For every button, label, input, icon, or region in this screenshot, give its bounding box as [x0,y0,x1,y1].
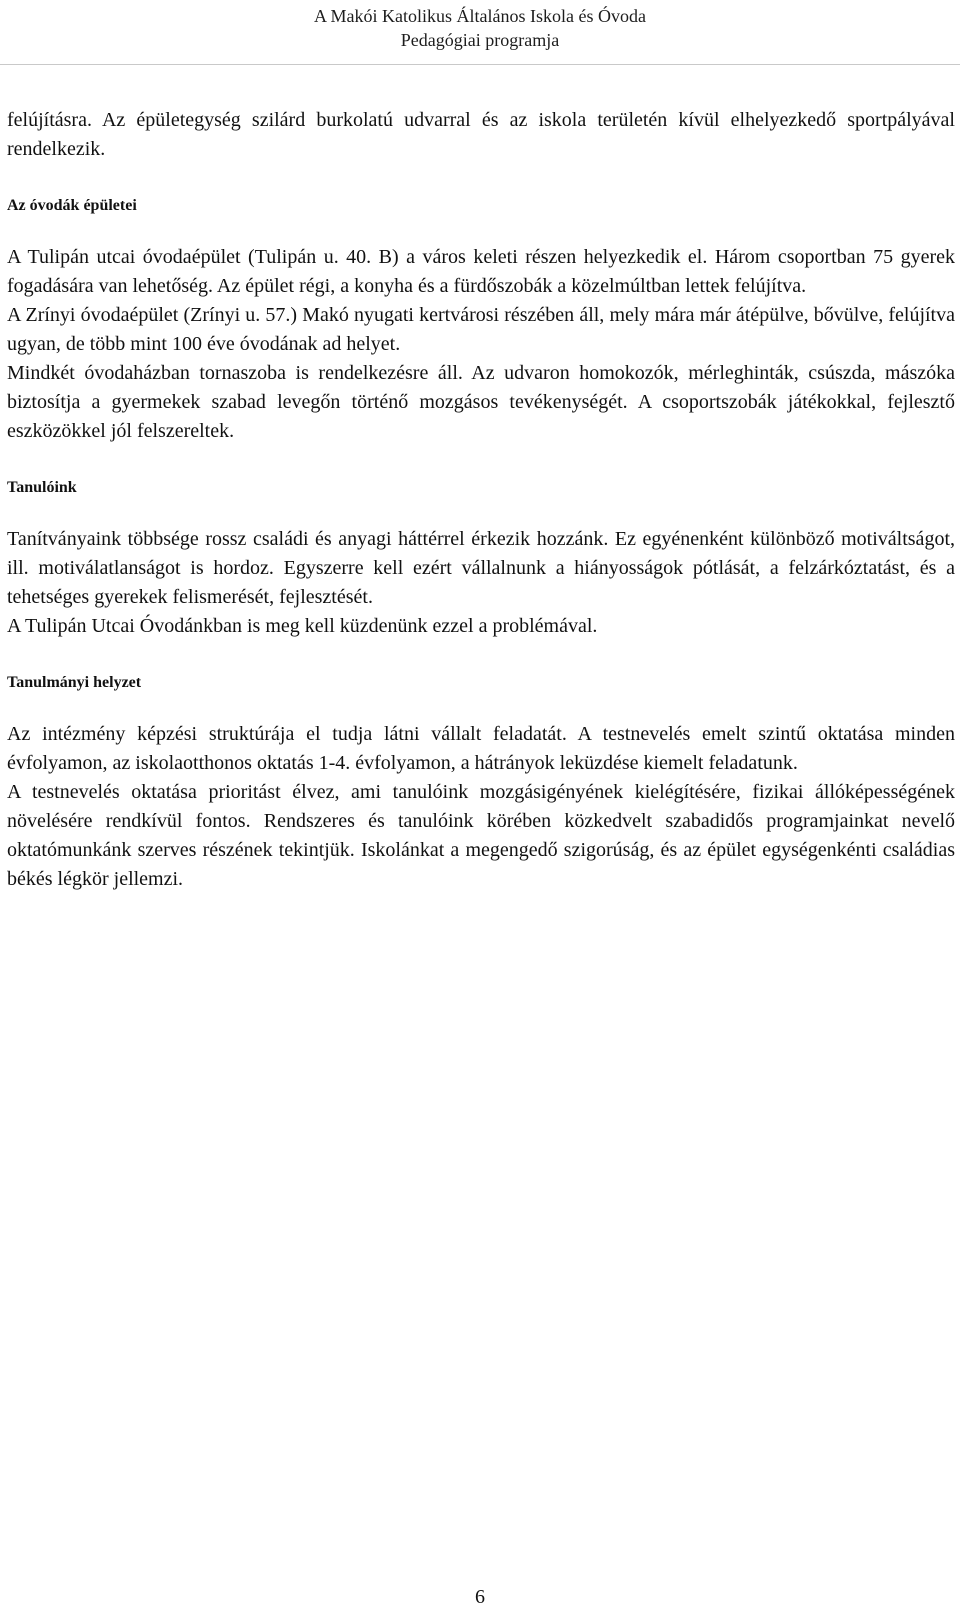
header-document-title: Pedagógiai programja [400,30,560,50]
header-school-name: A Makói Katolikus Általános Iskola és Óvoda [314,6,646,26]
header-divider [0,64,960,65]
paragraph-intezmeny: Az intézmény képzési struktúrája el tudja látni vállalt feladatát. A testnevelés emelt szintű oktatása minden évfolyamon, az iskolaotthonos oktatás 1-4. évfolyamon, a hátrányok leküzdése kiemelt feladatunk. [7,723,955,774]
page-header [0,4,960,52]
paragraph-zrinyi: A Zrínyi óvodaépület (Zrínyi u. 57.) Makó nyugati kertvárosi részében áll, mely mára már átépülve, bővülve, felújítva ugyan, de több mint 100 éve óvodának ad helyet. [7,304,955,355]
paragraph-testneveles: A testnevelés oktatása prioritást élvez, ami tanulóink mozgásigényének kielégítésére, fizikai állóképességének növelésére rendkívül fontos. Rendszeres és tanulóink körében közkedvelt szabadidős programjainkat nevelő oktatómunkánk szerves részének tekintjük. Iskolánkat a megengedő szigorúság, és az épület egységenkénti családias békés légkör jellemzi. [7,781,955,890]
paragraph-tornaszoba: Mindkét óvodaházban tornaszoba is rendelkezésre áll. Az udvaron homokozók, mérleghinták, csúszda, mászóka biztosítja a gyermekek szabad levegőn történő mozgásos tevékenységét. A csoportszobák játékokkal, fejlesztő eszközökkel jól felszereltek. [7,362,955,442]
paragraph-tulipan-ovoda: A Tulipán Utcai Óvodánkban is meg kell küzdenünk ezzel a problémával. [7,615,598,637]
heading-tanuloink: Tanulóink [7,479,77,496]
document-body [7,106,955,894]
paragraph-intro: felújításra. Az épületegység szilárd burkolatú udvarral és az iskola területén kívül elhelyezkedő sportpályával rendelkezik. [7,109,955,160]
paragraph-tulipan: A Tulipán utcai óvodaépület (Tulipán u. 40. B) a város keleti részen helyezkedik el. Három csoportban 75 gyerek fogadására van lehetőség. Az épület régi, a konyha és a fürdőszobák a közelmúltban lettek felújítva. [7,246,955,297]
page-number: 6 [475,1586,485,1608]
heading-ovodak-epuletei: Az óvodák épületei [7,197,137,214]
heading-tanulmanyi-helyzet: Tanulmányi helyzet [7,674,142,691]
paragraph-tanitvanyaink: Tanítványaink többsége rossz családi és anyagi háttérrel érkezik hozzánk. Ez egyénenként különböző motiváltságot, ill. motiválatlanságot is hordoz. Egyszerre kell ezért vállalnunk a hiányosságok pótlását, a felzárkóztatást, és a tehetséges gyerekek felismerését, fejlesztését. [7,528,955,608]
